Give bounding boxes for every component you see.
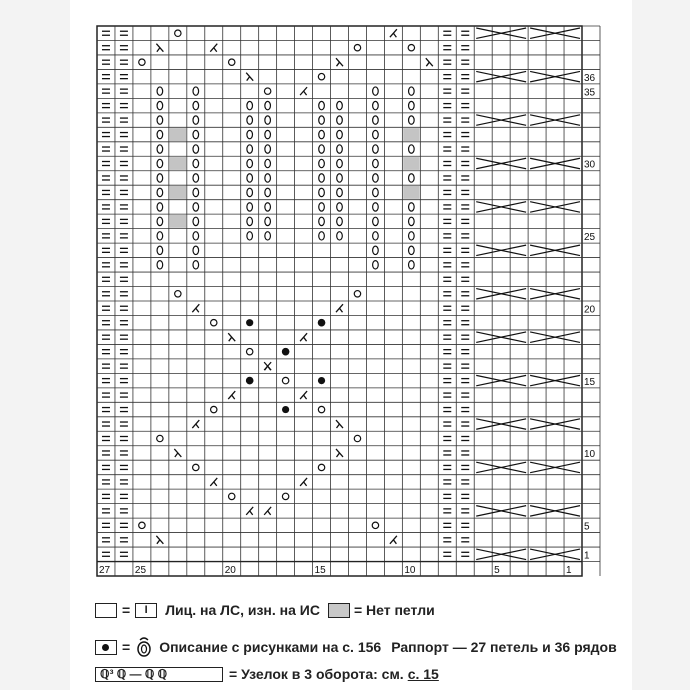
stitch-number-label: 15: [314, 565, 326, 576]
yarn-over-icon: [229, 493, 235, 499]
twisted-knit-icon: [319, 232, 325, 240]
twisted-knit-icon: [319, 203, 325, 211]
twisted-knit-icon: [373, 87, 379, 95]
no-stitch-cell: [403, 186, 419, 199]
yarn-over-icon: [354, 435, 360, 441]
legend-desc-bobble: Описание с рисунками на с. 156: [159, 639, 382, 655]
twisted-knit-icon: [319, 130, 325, 138]
bobble-dot-icon: [318, 377, 325, 384]
legend-dot-cell: [95, 640, 117, 655]
twisted-knit-icon: [247, 116, 253, 124]
twisted-knit-icon: [265, 116, 271, 124]
decrease-icon: [268, 511, 271, 515]
twisted-knit-icon: [373, 130, 379, 138]
twisted-knit-icon: [337, 159, 343, 167]
twisted-knit-icon: [265, 188, 271, 196]
twisted-knit-icon: [319, 217, 325, 225]
decrease-icon: [157, 540, 160, 544]
legend-no-stitch-cell: [328, 603, 350, 618]
twisted-knit-icon: [337, 116, 343, 124]
decrease-icon: [247, 77, 250, 81]
twisted-knit-icon: [193, 130, 199, 138]
twisted-knit-icon: [193, 101, 199, 109]
twisted-knit-icon: [157, 246, 163, 254]
row-number-label: 36: [584, 72, 596, 84]
stitch-number-label: 20: [224, 565, 236, 576]
twisted-knit-icon: [409, 246, 415, 254]
decrease-icon: [337, 424, 340, 428]
twisted-knit-icon: [193, 188, 199, 196]
no-stitch-cell: [170, 186, 186, 199]
twisted-knit-icon: [247, 174, 253, 182]
bobble-dot-icon: [318, 319, 325, 326]
twisted-knit-icon: [373, 145, 379, 153]
twisted-knit-icon: [193, 232, 199, 240]
twisted-knit-icon: [265, 174, 271, 182]
legend-desc-no-stitch: = Нет петли: [353, 602, 435, 618]
row-number-label: 30: [584, 159, 596, 171]
twisted-knit-icon: [409, 101, 415, 109]
twisted-knit-icon: [265, 217, 271, 225]
legend-desc-knot: = Узелок в 3 оборота: см.: [229, 666, 404, 682]
decrease-icon: [304, 91, 307, 95]
twisted-knit-icon: [193, 87, 199, 95]
decrease-icon: [229, 337, 232, 341]
legend-equals-2: =: [122, 639, 131, 655]
twisted-knit-icon: [193, 145, 199, 153]
twisted-knit-icon: [409, 261, 415, 269]
twisted-knit-icon: [337, 232, 343, 240]
twisted-knit-icon: [337, 203, 343, 211]
twisted-knit-icon: [157, 174, 163, 182]
bobble-icon: [135, 636, 153, 658]
twisted-knit-icon: [265, 159, 271, 167]
twisted-knit-icon: [373, 174, 379, 182]
decrease-icon: [214, 48, 217, 52]
twisted-knit-icon: [373, 232, 379, 240]
yarn-over-icon: [211, 406, 217, 412]
twisted-knit-icon: [409, 217, 415, 225]
twisted-knit-icon: [157, 217, 163, 225]
bobble-dot-icon: [246, 319, 253, 326]
twisted-knit-icon: [265, 203, 271, 211]
yarn-over-icon: [264, 88, 270, 94]
twisted-knit-icon: [193, 261, 199, 269]
no-stitch-cell: [170, 128, 186, 141]
yarn-over-icon: [372, 522, 378, 528]
stitch-number-label: 1: [566, 565, 572, 576]
yarn-over-icon: [318, 73, 324, 79]
decrease-icon: [250, 511, 253, 515]
twisted-knit-icon: [265, 101, 271, 109]
twisted-knit-icon: [157, 145, 163, 153]
no-stitch-cell: [170, 157, 186, 170]
twisted-knit-icon: [157, 203, 163, 211]
twisted-knit-icon: [319, 101, 325, 109]
legend-knot-cells: ℚ³ ℚ — ℚ ℚ: [95, 667, 223, 682]
twisted-knit-icon: [157, 261, 163, 269]
yarn-over-icon: [175, 30, 181, 36]
twisted-knit-icon: [193, 203, 199, 211]
yarn-over-icon: [282, 377, 288, 383]
twisted-knit-icon: [247, 203, 253, 211]
legend-repeat-text: Раппорт — 27 петель и 36 рядов: [391, 639, 617, 655]
twisted-knit-icon: [247, 130, 253, 138]
decrease-icon: [175, 453, 178, 457]
yarn-over-icon: [282, 493, 288, 499]
stitch-number-label: 27: [99, 565, 111, 576]
twisted-knit-icon: [265, 232, 271, 240]
stitch-number-label: 10: [404, 565, 416, 576]
twisted-knit-icon: [409, 87, 415, 95]
decrease-icon: [196, 424, 199, 428]
twisted-knit-icon: [373, 246, 379, 254]
yarn-over-icon: [157, 435, 163, 441]
twisted-knit-icon: [157, 130, 163, 138]
twisted-knit-icon: [337, 101, 343, 109]
twisted-knit-icon: [373, 116, 379, 124]
legend-row-2: [95, 636, 617, 658]
yarn-over-icon: [354, 45, 360, 51]
yarn-over-icon: [354, 291, 360, 297]
stitch-number-label: 25: [134, 565, 147, 576]
twisted-knit-icon: [319, 145, 325, 153]
twisted-knit-icon: [247, 232, 253, 240]
twisted-knit-icon: [193, 246, 199, 254]
decrease-icon: [393, 33, 396, 37]
twisted-knit-icon: [157, 159, 163, 167]
yarn-over-icon: [193, 464, 199, 470]
decrease-icon: [196, 308, 199, 312]
twisted-knit-icon: [409, 203, 415, 211]
decrease-icon: [304, 482, 307, 486]
decrease-icon: [214, 482, 217, 486]
twisted-knit-icon: [247, 217, 253, 225]
decrease-icon: [304, 395, 307, 399]
twisted-knit-icon: [337, 130, 343, 138]
legend-row-1: [95, 602, 435, 618]
row-number-label: 20: [584, 304, 596, 316]
legend-row-3: [95, 666, 439, 682]
twisted-knit-icon: [157, 116, 163, 124]
twisted-knit-icon: [409, 116, 415, 124]
decrease-icon: [393, 540, 396, 544]
bobble-dot-icon: [282, 406, 289, 413]
decrease-icon: [304, 337, 307, 341]
decrease-icon: [157, 48, 160, 52]
twisted-knit-icon: [247, 159, 253, 167]
twisted-knit-icon: [193, 174, 199, 182]
twisted-knit-icon: [373, 101, 379, 109]
twisted-knit-icon: [373, 203, 379, 211]
decrease-icon: [337, 453, 340, 457]
yarn-over-icon: [408, 45, 414, 51]
legend-bar-cell: I: [135, 603, 157, 618]
no-stitch-cell: [403, 157, 419, 170]
legend-page-ref: с. 15: [407, 666, 439, 682]
twisted-knit-icon: [265, 145, 271, 153]
yarn-over-icon: [175, 291, 181, 297]
yarn-over-icon: [318, 464, 324, 470]
twisted-knit-icon: [193, 217, 199, 225]
stitch-number-label: 5: [494, 565, 500, 576]
twisted-knit-icon: [373, 159, 379, 167]
twisted-knit-icon: [319, 159, 325, 167]
row-number-label: 5: [584, 521, 590, 533]
twisted-knit-icon: [319, 174, 325, 182]
twisted-knit-icon: [409, 174, 415, 182]
twisted-knit-icon: [337, 188, 343, 196]
twisted-knit-icon: [337, 217, 343, 225]
twisted-knit-icon: [265, 130, 271, 138]
dot-icon: [102, 644, 109, 651]
decrease-icon: [337, 62, 340, 66]
bobble-dot-icon: [246, 377, 253, 384]
twisted-knit-icon: [337, 174, 343, 182]
yarn-over-icon: [211, 320, 217, 326]
twisted-knit-icon: [373, 217, 379, 225]
no-stitch-cell: [403, 128, 419, 141]
row-number-label: 15: [584, 376, 596, 388]
twisted-knit-icon: [157, 188, 163, 196]
legend-empty-cell: [95, 603, 117, 618]
yarn-over-icon: [139, 522, 145, 528]
yarn-over-icon: [139, 59, 145, 65]
twisted-knit-icon: [373, 261, 379, 269]
twisted-knit-icon: [409, 232, 415, 240]
twisted-knit-icon: [319, 188, 325, 196]
twisted-knit-icon: [157, 232, 163, 240]
twisted-knit-icon: [319, 116, 325, 124]
decrease-icon: [232, 395, 235, 399]
row-number-label: 1: [584, 550, 590, 562]
twisted-knit-icon: [247, 188, 253, 196]
twisted-knit-icon: [157, 101, 163, 109]
decrease-icon: [426, 62, 429, 66]
bobble-dot-icon: [282, 348, 289, 355]
twisted-knit-icon: [409, 145, 415, 153]
row-number-label: 10: [584, 449, 596, 461]
twisted-knit-icon: [193, 116, 199, 124]
legend-desc-knit: Лиц. на ЛС, изн. на ИС: [165, 602, 320, 618]
twisted-knit-icon: [247, 145, 253, 153]
no-stitch-cell: [170, 215, 186, 228]
yarn-over-icon: [246, 348, 252, 354]
decrease-icon: [340, 308, 343, 312]
row-number-label: 25: [584, 232, 596, 244]
twisted-knit-icon: [157, 87, 163, 95]
twisted-knit-icon: [373, 188, 379, 196]
twisted-knit-icon: [337, 145, 343, 153]
yarn-over-icon: [318, 406, 324, 412]
row-number-label: 35: [584, 87, 596, 99]
legend-equals: =: [122, 602, 131, 618]
twisted-knit-icon: [193, 159, 199, 167]
yarn-over-icon: [229, 59, 235, 65]
twisted-knit-icon: [247, 101, 253, 109]
